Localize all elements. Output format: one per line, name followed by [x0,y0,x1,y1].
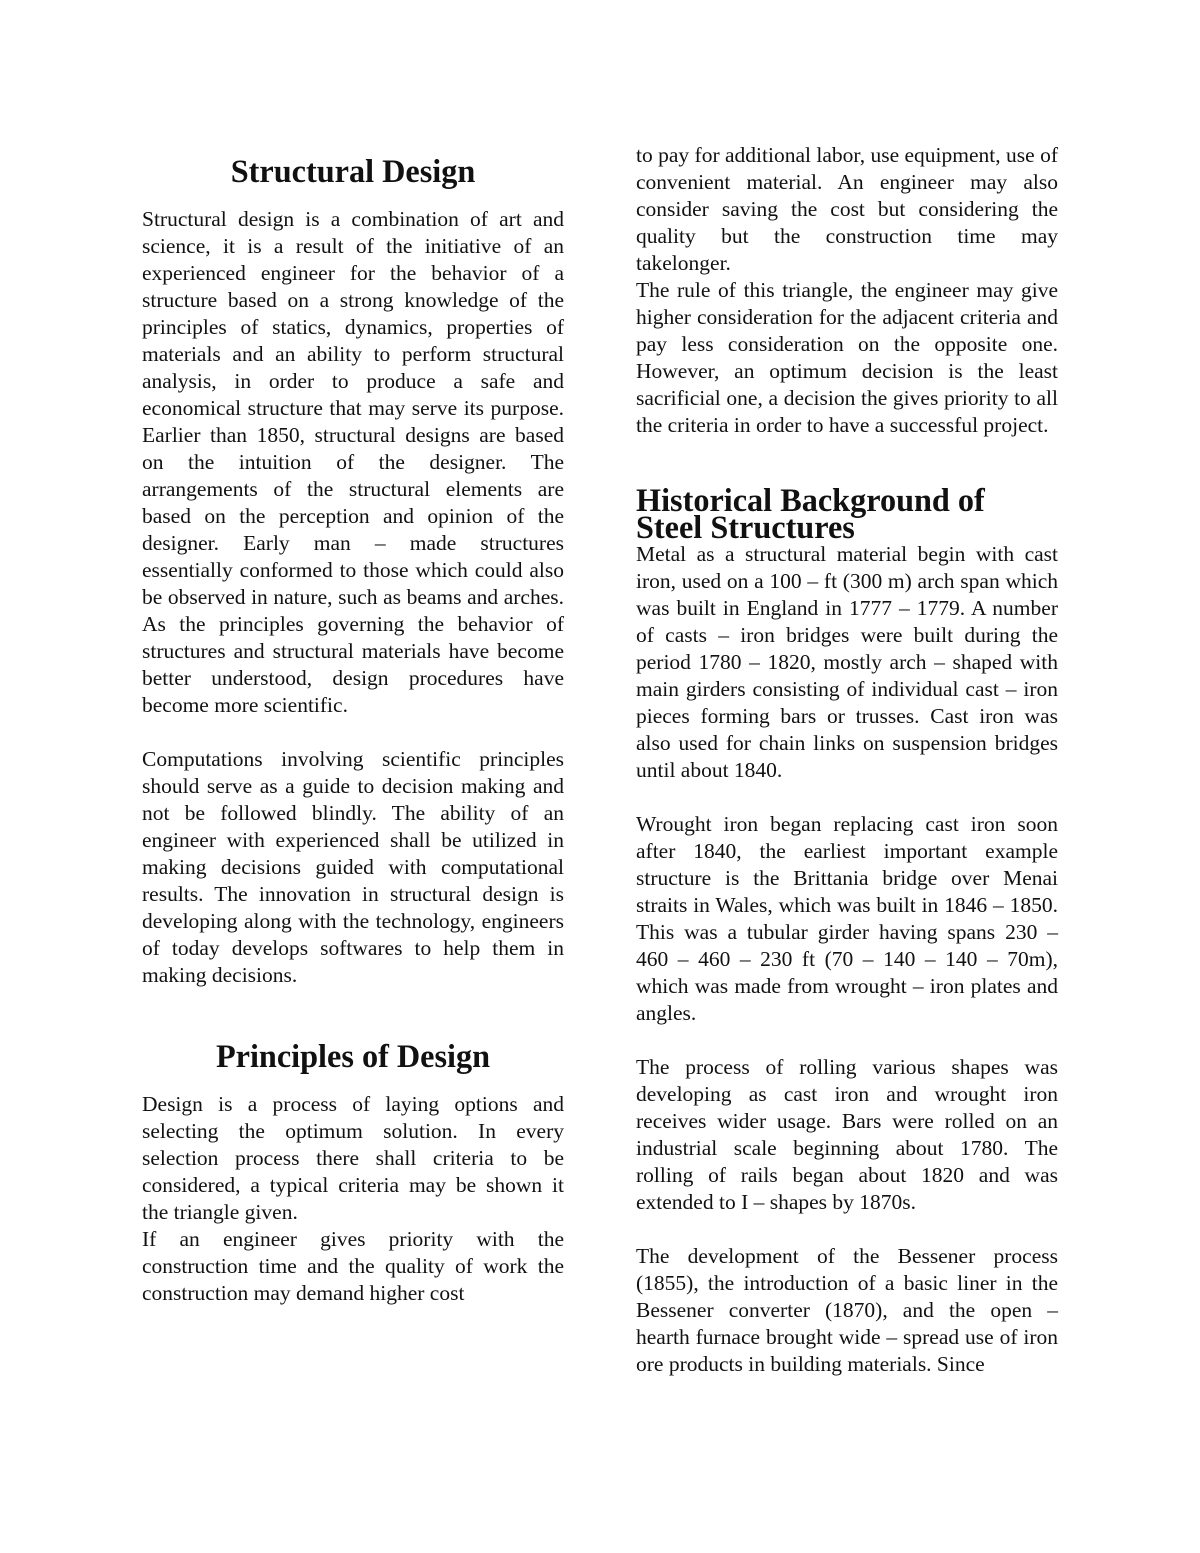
paragraph-structural-design-2: Computations involving scientific principles should serve as a guide to decision making and not be followed blindly. The ability of an engineer with experienced shall be utilized in making decisions guided with computational results. The innovation in structural design is developing along with the technology, engineers of today develops softwares to help them in making decisions. [142,747,564,987]
left-column [142,153,564,1307]
paragraph-historical-3: The process of rolling various shapes was developing as cast iron and wrought iron receives wider usage. Bars were rolled on an industrial scale beginning about 1780. The rolling of rails began about 1820 and was extended to I – shapes by 1870s. [636,1055,1058,1214]
paragraph-principles-1: Design is a process of laying options and selecting the optimum solution. In every selection process there shall criteria to be considered, a typical criteria may be shown it the triangle given. [142,1092,564,1224]
paragraph-principles-3: The rule of this triangle, the engineer may give higher consideration for the adjacent criteria and pay less consideration on the opposite one. However, an optimum decision is the least sacrificial one, a decision the gives priority to all the criteria in order to have a successful project. [636,278,1058,437]
right-column [636,142,1058,1378]
paragraph-principles-continued: to pay for additional labor, use equipment, use of convenient material. An engineer may also consider saving the cost but considering the quality but the construction time may takelonger. [636,143,1058,275]
section-heading-principles-of-design: Principles of Design [215,1038,491,1074]
section-heading-structural-design: Structural Design [230,153,476,189]
section-heading-historical-background: Historical Background of Steel Structures [636,482,985,545]
paragraph-historical-2: Wrought iron began replacing cast iron soon after 1840, the earliest important example structure is the Brittania bridge over Menai straits in Wales, which was built in 1846 – 1850. This was a tubular girder having spans 230 – 460 – 460 – 230 ft (70 – 140 – 140 – 70m), which was made from wrought – iron plates and angles. [636,812,1058,1025]
paragraph-structural-design-1: Structural design is a combination of art and science, it is a result of the initiative of an experienced engineer for the behavior of a structure based on a strong knowledge of the principles of statics, dynamics, properties of materials and an ability to perform structural analysis, in order to produce a safe and economical structure that may serve its purpose. Earlier than 1850, structural designs are based on the intuition of the designer. The arrangements of the structural elements are based on the perception and opinion of the designer. Early man – made structures essentially conformed to those which could also be observed in nature, such as beams and arches. As the principles governing the behavior of structures and structural materials have become better understood, design procedures have become more scientific. [142,207,564,717]
paragraph-historical-1: Metal as a structural material begin with cast iron, used on a 100 – ft (300 m) arch span which was built in England in 1777 – 1779. A number of casts – iron bridges were built during the period 1780 – 1820, mostly arch – shaped with main girders consisting of individual cast – iron pieces forming bars or trusses. Cast iron was also used for chain links on suspension bridges until about 1840. [636,542,1058,782]
paragraph-historical-4: The development of the Bessener process (1855), the introduction of a basic liner in the Bessener converter (1870), and the open – hearth furnace brought wide – spread use of iron ore products in building materials. Since [636,1244,1058,1376]
paragraph-principles-2: If an engineer gives priority with the construction time and the quality of work the construction may demand higher cost [142,1227,564,1305]
